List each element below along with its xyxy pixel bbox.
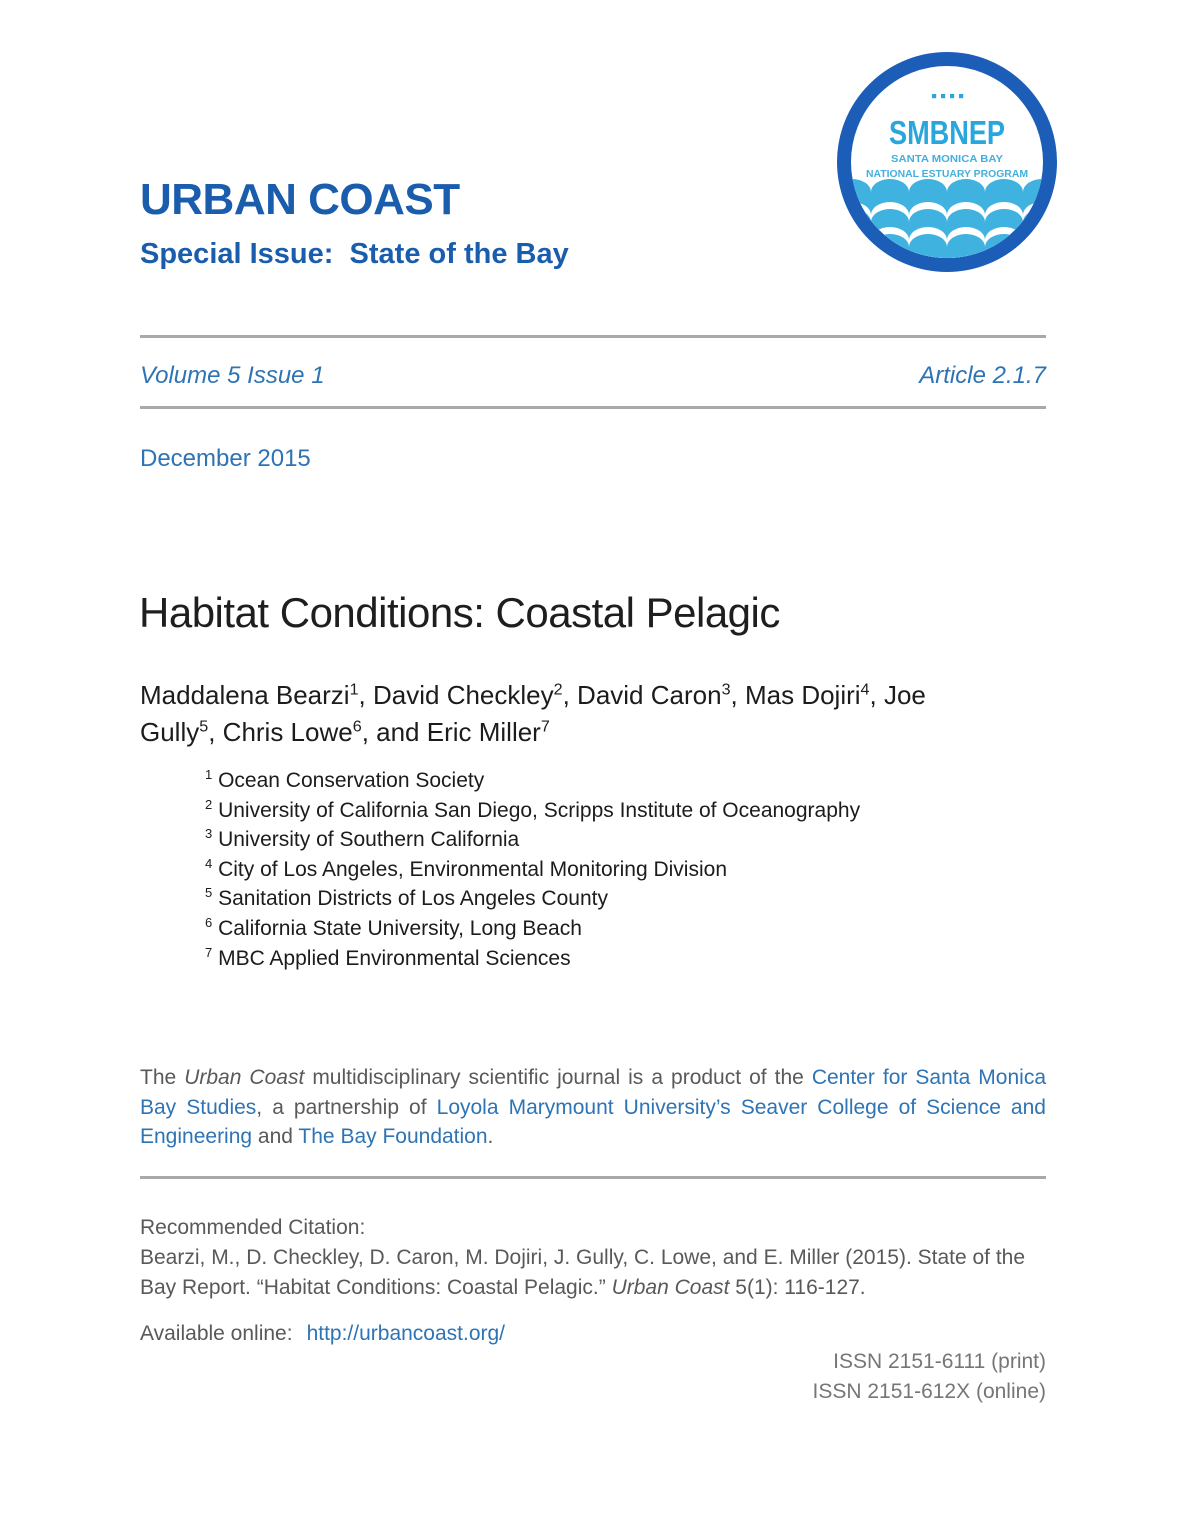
logo-acronym: SMBNEP [889, 114, 1005, 151]
inline-link[interactable]: Center for Santa Monica Bay Studies [140, 1066, 1046, 1119]
text-segment: The [140, 1066, 185, 1089]
issn-block [140, 1347, 1046, 1407]
affiliation-item [205, 884, 1025, 914]
divider-top [140, 335, 1046, 338]
text-segment: multidisciplinary scientific journal is a product of the [304, 1066, 812, 1089]
issn-line [140, 1377, 1046, 1407]
affiliation-item [205, 914, 1025, 944]
article-number: Article 2.1.7 [919, 362, 1046, 389]
issue-date: December 2015 [140, 445, 311, 472]
affiliation-item [205, 944, 1025, 974]
logo-line1: SANTA MONICA BAY [891, 153, 1003, 165]
text-segment: City of Los Angeles, Environmental Monitoring Division [212, 857, 727, 881]
issue-bar [140, 362, 1046, 390]
availability-label: Available online: [140, 1322, 293, 1345]
journal-title: URBAN COAST [140, 175, 460, 224]
superscript: 3 [721, 680, 731, 699]
smbnep-logo-graphic [837, 52, 1057, 272]
text-segment: . [487, 1125, 494, 1149]
urbancoast-link[interactable]: http://urbancoast.org/ [306, 1322, 506, 1345]
superscript: 4 [860, 680, 870, 699]
text-segment: ISSN 2151-6111 (print) [833, 1350, 1046, 1373]
superscript: 5 [199, 717, 209, 736]
volume-issue: Volume 5 Issue 1 [140, 362, 325, 389]
superscript: 3 [205, 826, 213, 842]
superscript: 6 [205, 914, 213, 930]
text-segment: Ocean Conservation Society [212, 769, 485, 792]
text-segment: Urban Coast [611, 1276, 730, 1299]
text-segment: Gully [140, 717, 200, 747]
divider-issue [140, 406, 1046, 409]
divider-citation [140, 1176, 1046, 1179]
text-segment: Maddalena Bearzi [140, 680, 350, 710]
text-segment: California State University, Long Beach [212, 916, 582, 940]
superscript: 2 [205, 796, 213, 812]
superscript: 6 [352, 717, 362, 736]
text-segment: , and Eric Miller [361, 717, 541, 747]
article-title: Habitat Conditions: Coastal Pelagic [139, 589, 780, 636]
text-segment: 5(1): 116-127. [729, 1276, 866, 1299]
citation-text [140, 1243, 1046, 1303]
text-segment: and [252, 1125, 299, 1149]
text-segment: University of Southern California [212, 828, 520, 852]
availability-line [140, 1322, 505, 1346]
superscript: 2 [553, 680, 563, 699]
citation-label: Recommended Citation: [140, 1216, 366, 1239]
inline-link[interactable]: Loyola Marymount University’s Seaver College of Science and Engineering [140, 1095, 1046, 1149]
text-segment: , a partnership of [256, 1095, 437, 1119]
text-segment: , David Checkley [358, 680, 554, 710]
author-list [140, 677, 1060, 751]
text-segment: Sanitation Districts of Los Angeles County [212, 887, 608, 911]
affiliation-item [205, 855, 1025, 885]
superscript: 7 [540, 717, 550, 736]
journal-description [140, 1063, 1046, 1152]
superscript: 1 [205, 767, 213, 782]
affiliation-item [205, 766, 1025, 796]
citation-block [140, 1213, 1046, 1303]
superscript: 4 [205, 855, 213, 871]
superscript: 1 [349, 680, 359, 699]
text-segment: , David Caron [562, 680, 722, 710]
logo-line2: NATIONAL ESTUARY PROGRAM [866, 168, 1029, 180]
text-segment: MBC Applied Environmental Sciences [212, 946, 571, 970]
affiliation-item [205, 796, 1025, 826]
affiliation-item [205, 825, 1025, 855]
text-segment: , Mas Dojiri [730, 680, 861, 710]
superscript: 7 [205, 944, 213, 960]
affiliation-list [205, 766, 1025, 973]
superscript: 5 [205, 885, 213, 901]
smbnep-logo [837, 52, 1057, 272]
text-segment: Bearzi, M., D. Checkley, D. Caron, M. Dojiri, J. Gully, C. Lowe, and E. Miller (2015). State of the Bay Report. “Habitat Conditions: Coastal Pelagic.” [140, 1246, 1026, 1299]
text-segment: , Joe [869, 680, 926, 710]
text-segment: Urban Coast [184, 1066, 305, 1089]
text-segment: , Chris Lowe [208, 717, 353, 747]
text-segment: ISSN 2151-612X (online) [812, 1380, 1046, 1403]
issn-line [140, 1347, 1046, 1377]
inline-link[interactable]: The Bay Foundation [298, 1125, 488, 1149]
text-segment: University of California San Diego, Scripps Institute of Oceanography [212, 798, 861, 822]
journal-subtitle: Special Issue: State of the Bay [140, 238, 569, 270]
